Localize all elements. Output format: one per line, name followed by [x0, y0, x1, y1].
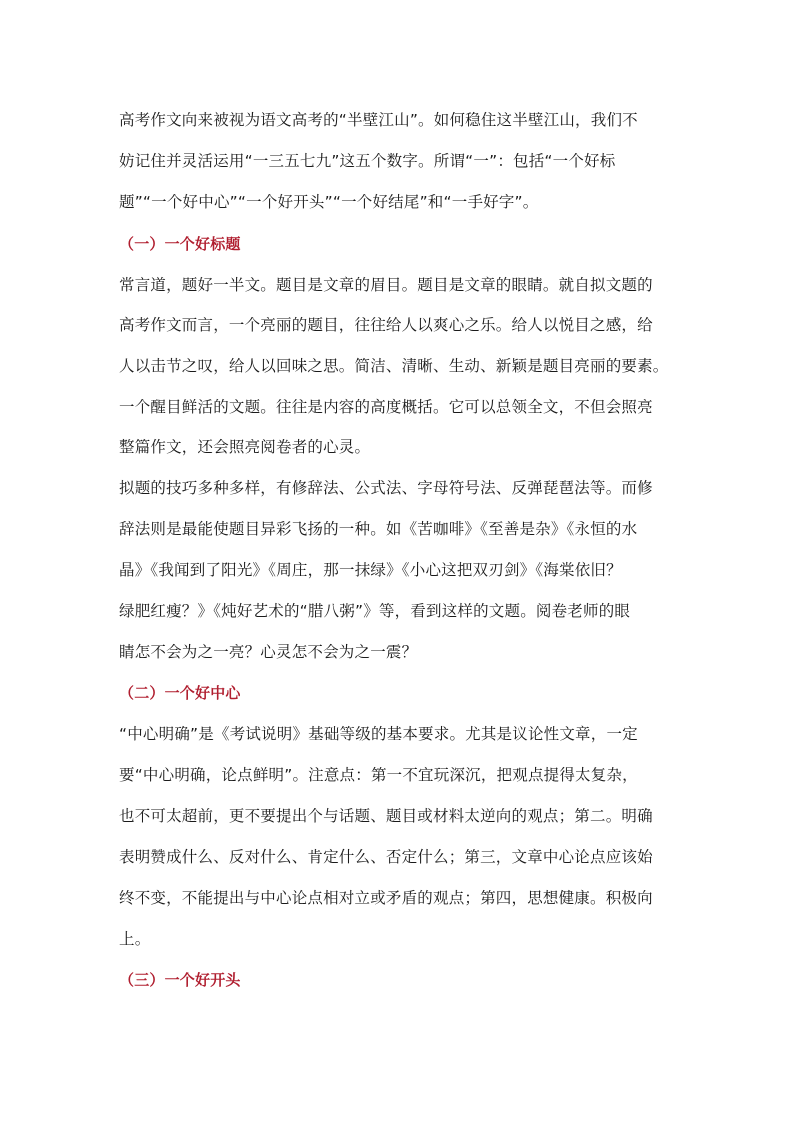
paragraph-line: 拟题的技巧多种多样，有修辞法、公式法、字母符号法、反弹琵琶法等。而修: [119, 479, 653, 497]
paragraph-line: 常言道，题好一半文。题目是文章的眉目。题目是文章的眼睛。就自拟文题的: [119, 276, 653, 294]
paragraph-line: 表明赞成什么、反对什么、肯定什么、否定什么；第三，文章中心论点应该始: [119, 848, 653, 866]
paragraph-line: 终不变，不能提出与中心论点相对立或矛盾的观点；第四，思想健康。积极向: [119, 889, 653, 907]
intro-line: 高考作文向来被视为语文高考的“半壁江山”。如何稳住这半壁江山，我们不: [119, 111, 638, 129]
section-heading-center: （二）一个好中心: [119, 684, 241, 702]
paragraph-line: 人以击节之叹，给人以回味之思。简洁、清晰、生动、新颖是题目亮丽的要素。: [119, 357, 669, 375]
paragraph-line: 要“中心明确，论点鲜明”。注意点：第一不宜玩深沉，把观点提得太复杂，: [119, 766, 638, 784]
paragraph-line: 绿肥红瘦？》《炖好艺术的“腊八粥”》等，看到这样的文题。阅卷老师的眼: [119, 602, 631, 620]
paragraph-line: 高考作文而言，一个亮丽的题目，往往给人以爽心之乐。给人以悦目之感，给: [119, 316, 653, 334]
paragraph-line: 一个醒目鲜活的文题。往往是内容的高度概括。它可以总领全文，不但会照亮: [119, 398, 653, 416]
paragraph-line: 辞法则是最能使题目异彩飞扬的一种。如《苦咖啡》《至善是杂》《永恒的水: [119, 520, 638, 538]
intro-line: 题”“一个好中心”“一个好开头”“一个好结尾”和“一手好字”。: [119, 193, 539, 211]
section-heading-opening: （三）一个好开头: [119, 971, 241, 989]
paragraph-line: 整篇作文，还会照亮阅卷者的心灵。: [119, 438, 371, 456]
section-heading-title: （一）一个好标题: [119, 235, 241, 253]
intro-line: 妨记住并灵活运用“一三五七九”这五个数字。所谓“一”：包括“一个好标: [119, 152, 616, 170]
paragraph-line: 也不可太超前，更不要提出个与话题、题目或材料太逆向的观点；第二。明确: [119, 807, 653, 825]
paragraph-line: 睛怎不会为之一亮？心灵怎不会为之一震？: [119, 643, 418, 661]
paragraph-line: 上。: [119, 930, 151, 948]
paragraph-line: 晶》《我闻到了阳光》《周庄，那一抹绿》《小心这把双刃剑》《海棠依旧？: [119, 561, 622, 579]
paragraph-line: “中心明确”是《考试说明》基础等级的基本要求。尤其是议论性文章，一定: [119, 725, 638, 743]
